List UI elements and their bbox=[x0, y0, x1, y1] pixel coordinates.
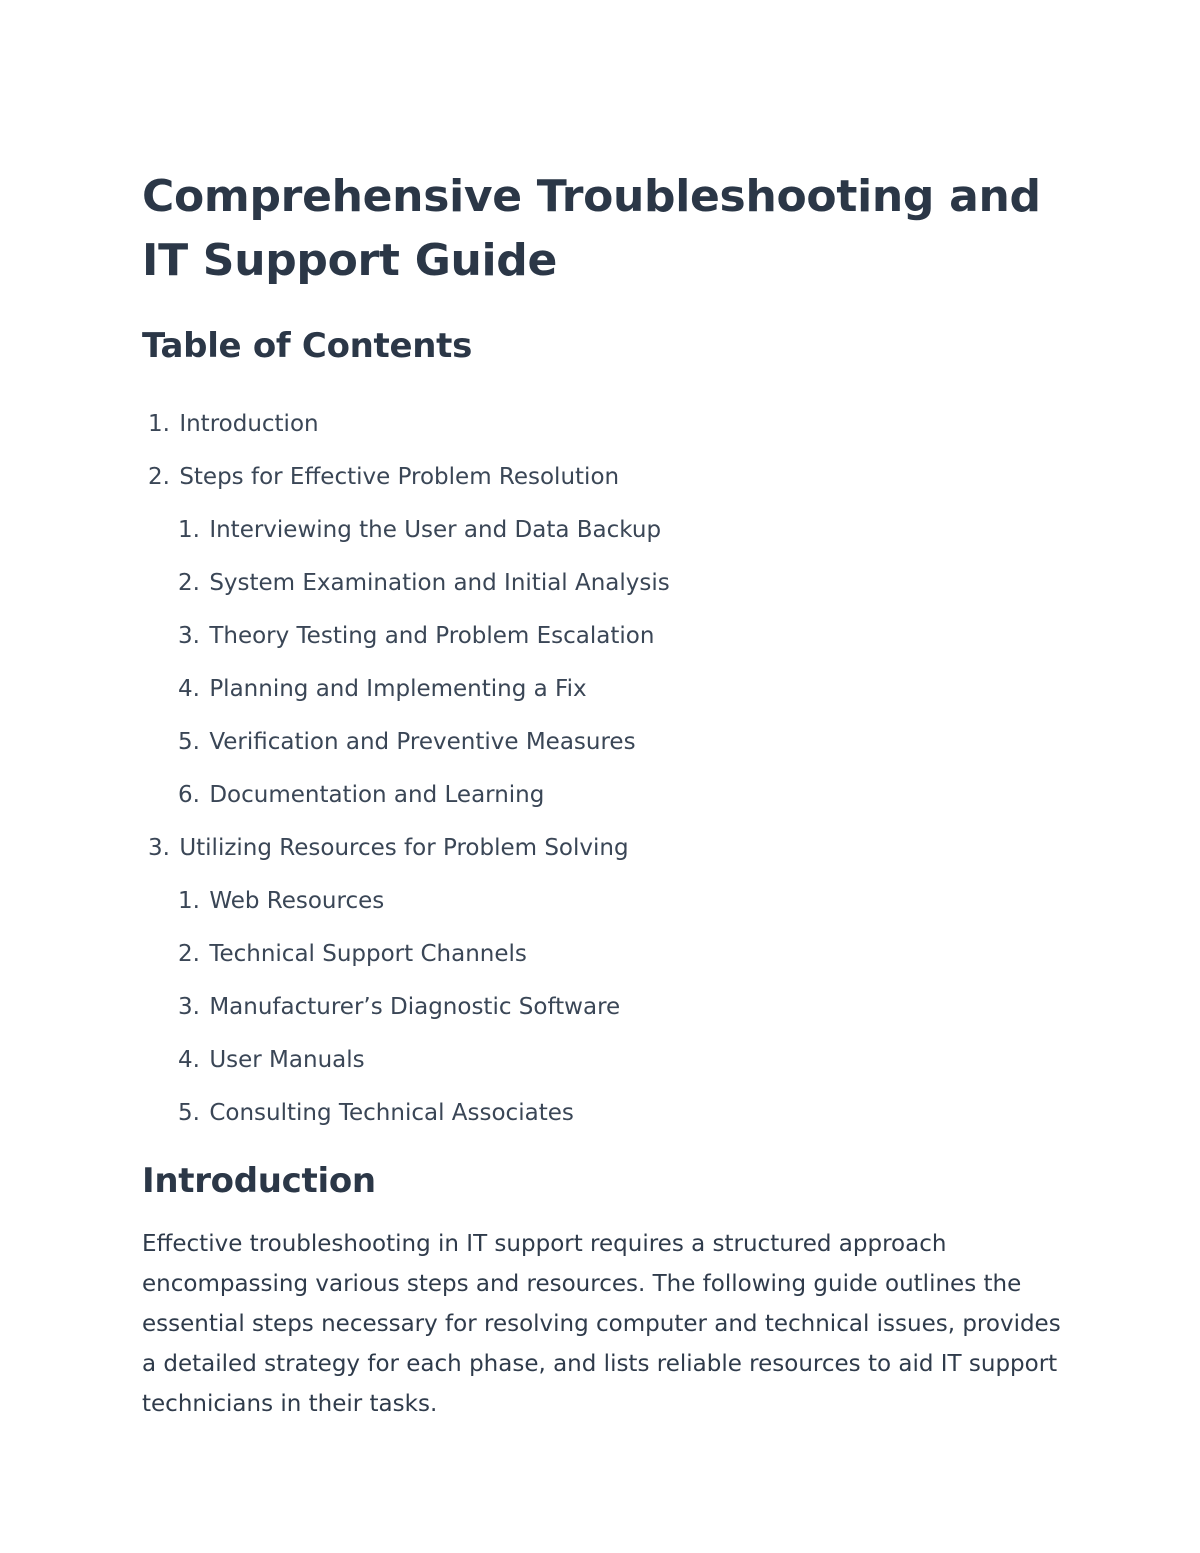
toc-item-label: Manufacturer’s Diagnostic Software bbox=[209, 994, 621, 1020]
toc-item-resources[interactable] bbox=[142, 822, 1072, 875]
toc-item-label: Steps for Effective Problem Resolution bbox=[179, 464, 620, 490]
toc-subitem-documentation[interactable] bbox=[142, 769, 1072, 822]
toc-item-number: 3. bbox=[148, 835, 170, 861]
toc-subitem-theory-testing[interactable] bbox=[142, 610, 1072, 663]
toc-item-number: 4. bbox=[178, 1047, 200, 1073]
toc-item-number: 5. bbox=[178, 1100, 200, 1126]
document-page bbox=[142, 165, 1072, 1424]
toc-subitem-interviewing[interactable] bbox=[142, 504, 1072, 557]
toc-item-label: System Examination and Initial Analysis bbox=[209, 570, 670, 596]
toc-item-number: 1. bbox=[178, 517, 200, 543]
introduction-paragraph: Effective troubleshooting in IT support requires a structured approach encompassing various steps and resources. The following guide outlines the essential steps necessary for resolving computer and technical issues, provides a detailed strategy for each phase, and lists reliable resources to aid IT support technicians in their tasks. bbox=[142, 1231, 1061, 1417]
toc-item-number: 2. bbox=[178, 570, 200, 596]
toc-item-label: Utilizing Resources for Problem Solving bbox=[179, 835, 629, 861]
toc-item-label: User Manuals bbox=[209, 1047, 365, 1073]
toc-item-number: 2. bbox=[178, 941, 200, 967]
toc-subitem-planning[interactable] bbox=[142, 663, 1072, 716]
toc-heading: Table of Contents bbox=[142, 326, 473, 366]
toc-item-label: Planning and Implementing a Fix bbox=[209, 676, 587, 702]
table-of-contents bbox=[142, 398, 1072, 1140]
toc-item-label: Interviewing the User and Data Backup bbox=[209, 517, 662, 543]
toc-subitem-verification[interactable] bbox=[142, 716, 1072, 769]
toc-item-number: 4. bbox=[178, 676, 200, 702]
toc-subitem-consulting[interactable] bbox=[142, 1087, 1072, 1140]
toc-item-label: Theory Testing and Problem Escalation bbox=[209, 623, 655, 649]
toc-subitem-system-examination[interactable] bbox=[142, 557, 1072, 610]
toc-item-label: Web Resources bbox=[209, 888, 385, 914]
toc-subitem-web-resources[interactable] bbox=[142, 875, 1072, 928]
toc-item-label: Technical Support Channels bbox=[209, 941, 527, 967]
toc-item-number: 1. bbox=[178, 888, 200, 914]
toc-item-number: 3. bbox=[178, 994, 200, 1020]
toc-item-number: 3. bbox=[178, 623, 200, 649]
toc-item-introduction[interactable] bbox=[142, 398, 1072, 451]
toc-item-number: 2. bbox=[148, 464, 170, 490]
toc-item-label: Introduction bbox=[179, 411, 319, 437]
toc-item-label: Consulting Technical Associates bbox=[209, 1100, 574, 1126]
toc-item-label: Verification and Preventive Measures bbox=[209, 729, 636, 755]
toc-item-steps[interactable] bbox=[142, 451, 1072, 504]
toc-subitem-user-manuals[interactable] bbox=[142, 1034, 1072, 1087]
toc-subitem-support-channels[interactable] bbox=[142, 928, 1072, 981]
toc-item-number: 6. bbox=[178, 782, 200, 808]
toc-subitem-diagnostic-software[interactable] bbox=[142, 981, 1072, 1034]
toc-item-number: 5. bbox=[178, 729, 200, 755]
toc-item-label: Documentation and Learning bbox=[209, 782, 545, 808]
toc-item-number: 1. bbox=[148, 411, 170, 437]
introduction-heading: Introduction bbox=[142, 1161, 376, 1201]
document-title: Comprehensive Troubleshooting and IT Support Guide bbox=[142, 171, 1041, 286]
